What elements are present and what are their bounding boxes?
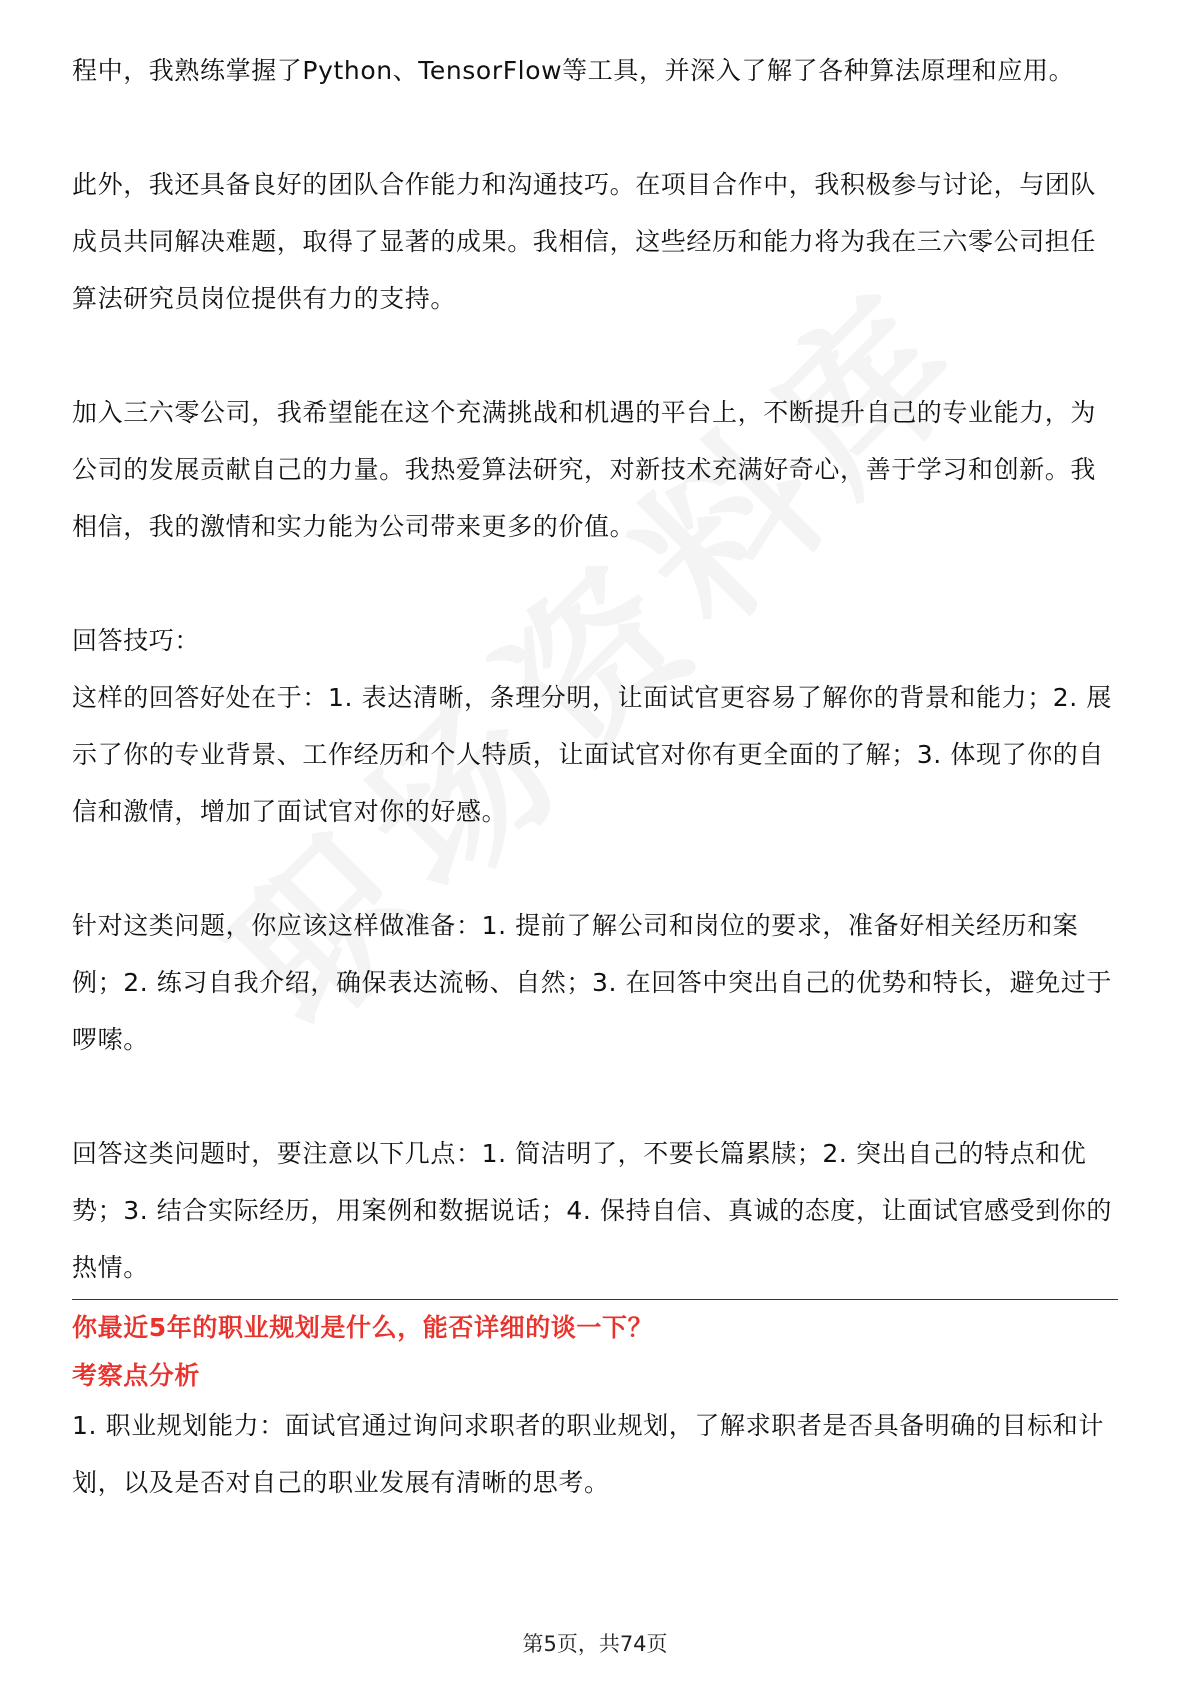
page-number: 第5页，共74页 bbox=[522, 1632, 668, 1656]
paragraph-notes: 回答这类问题时，要注意以下几点：1. 简洁明了，不要长篇累牍；2. 突出自己的特点和优势；3. 结合实际经历，用案例和数据说话；4. 保持自信、真诚的态度，让面试官感受到你的热情。 bbox=[72, 1139, 1113, 1282]
analysis-point-1: 1. 职业规划能力：面试官通过询问求职者的职业规划，了解求职者是否具备明确的目标和计划，以及是否对自己的职业发展有清晰的思考。 bbox=[72, 1411, 1105, 1497]
paragraph-answer-benefits: 这样的回答好处在于：1. 表达清晰，条理分明，让面试官更容易了解你的背景和能力；2. 展示了你的专业背景、工作经历和个人特质，让面试官对你有更全面的了解；3. 体现了你的自信和激情，增加了面试官对你的好感。 bbox=[72, 683, 1113, 826]
paragraph-preparation: 针对这类问题，你应该这样做准备：1. 提前了解公司和岗位的要求，准备好相关经历和案例；2. 练习自我介绍，确保表达流畅、自然；3. 在回答中突出自己的优势和特长，避免过于啰嗦。 bbox=[72, 911, 1113, 1054]
page-content bbox=[72, 42, 1118, 1511]
paragraph-teamwork: 此外，我还具备良好的团队合作能力和沟通技巧。在项目合作中，我积极参与讨论，与团队成员共同解决难题，取得了显著的成果。我相信，这些经历和能力将为我在三六零公司担任算法研究员岗位提供有力的支持。 bbox=[72, 170, 1097, 313]
spacer bbox=[72, 327, 1118, 384]
spacer bbox=[72, 1068, 1118, 1125]
question-title: 你最近5年的职业规划是什么，能否详细的谈一下？ bbox=[72, 1313, 654, 1342]
answer-tips-label: 回答技巧： bbox=[72, 626, 201, 655]
paragraph-skills: 程中，我熟练掌握了Python、TensorFlow等工具，并深入了解了各种算法原理和应用。 bbox=[72, 56, 1075, 85]
spacer bbox=[72, 99, 1118, 156]
spacer bbox=[72, 555, 1118, 612]
paragraph-motivation: 加入三六零公司，我希望能在这个充满挑战和机遇的平台上，不断提升自己的专业能力，为公司的发展贡献自己的力量。我热爱算法研究，对新技术充满好奇心，善于学习和创新。我相信，我的激情和实力能为公司带来更多的价值。 bbox=[72, 398, 1097, 541]
analysis-heading: 考察点分析 bbox=[72, 1361, 201, 1390]
spacer bbox=[72, 840, 1118, 897]
